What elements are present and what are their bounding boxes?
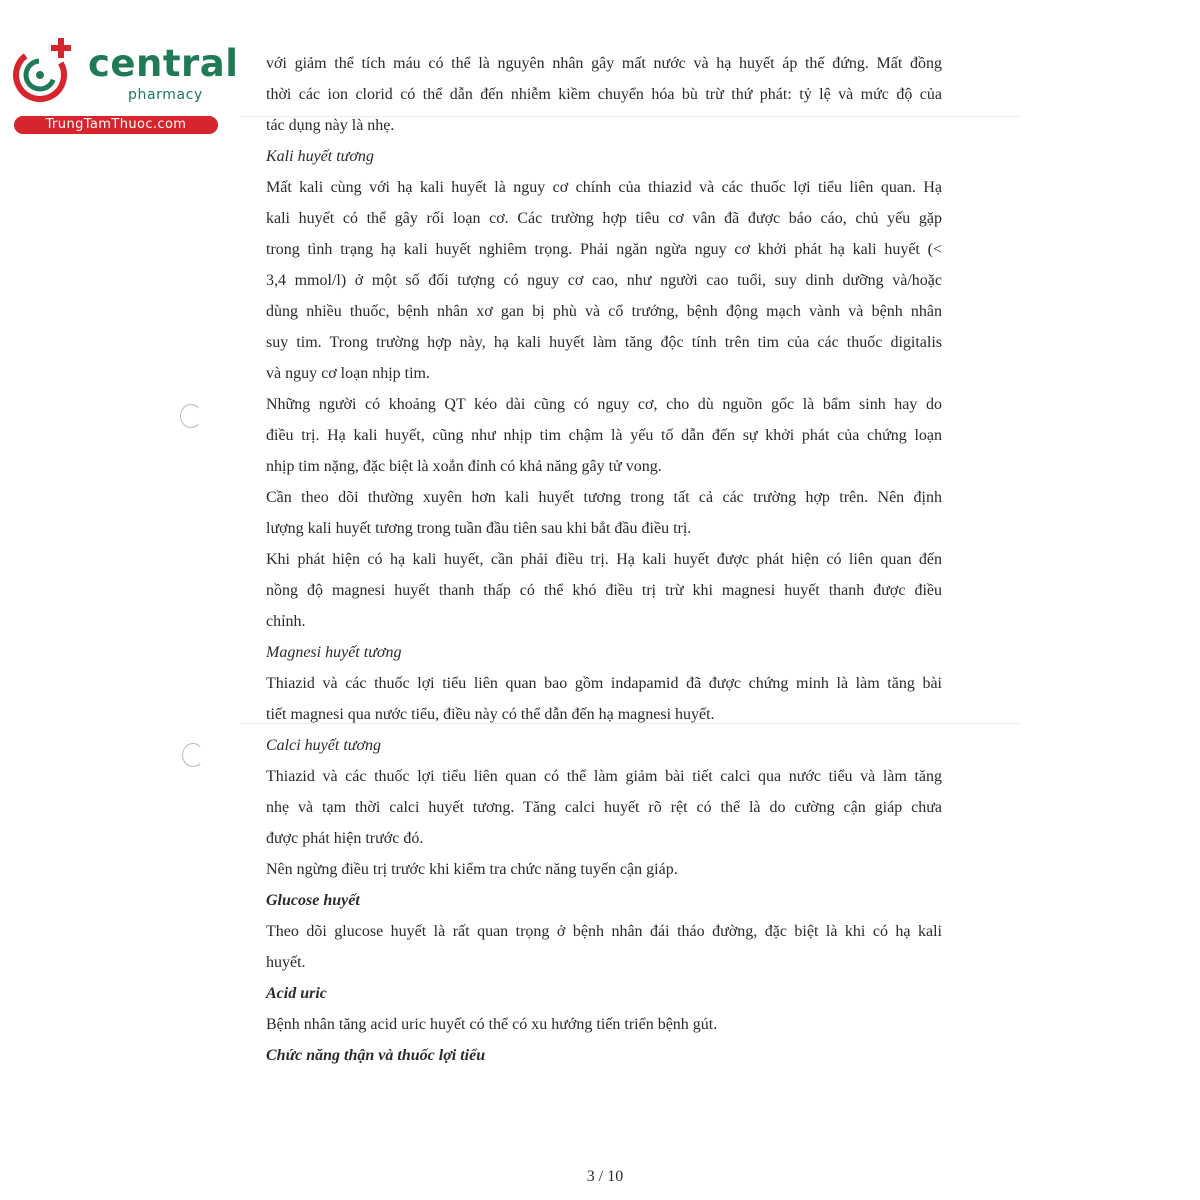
body-text-line: Mất kali cùng với hạ kali huyết là nguy cơ chính của thiazid và các thuốc lợi tiểu liên quan. Hạ: [266, 179, 942, 196]
body-text-line: trong tình trạng hạ kali huyết nghiêm trọng. Phải ngăn ngừa nguy cơ khởi phát hạ kali huyết (<: [266, 241, 942, 258]
body-text-line: Theo dõi glucose huyết là rất quan trọng ở bệnh nhân đái tháo đường, đặc biệt là khi có hạ kali: [266, 923, 942, 940]
body-text-line: Nên ngừng điều trị trước khi kiểm tra chức năng tuyến cận giáp.: [266, 861, 678, 878]
body-text-line: huyết.: [266, 954, 306, 971]
section-heading: Magnesi huyết tương: [266, 644, 402, 661]
section-heading: Calci huyết tương: [266, 737, 382, 754]
body-text-line: và nguy cơ loạn nhịp tim.: [266, 365, 430, 382]
body-text-line: Cần theo dõi thường xuyên hơn kali huyết tương trong tất cả các trường hợp trên. Nên định: [266, 489, 942, 506]
body-text-line: Bệnh nhân tăng acid uric huyết có thể có xu hướng tiến triển bệnh gút.: [266, 1016, 718, 1033]
body-text-line: chỉnh.: [266, 613, 306, 630]
body-text-line: Khi phát hiện có hạ kali huyết, cần phải điều trị. Hạ kali huyết được phát hiện có liên quan đến: [266, 551, 942, 568]
body-text-line: thời các ion clorid có thể dẫn đến nhiễm kiềm chuyển hóa bù trừ thứ phát: tỷ lệ và mức độ của: [266, 86, 942, 103]
body-text-line: nhẹ và tạm thời calci huyết tương. Tăng calci huyết rõ rệt có thể là do cường cận giáp chưa: [266, 799, 942, 816]
central-pharmacy-logo: [10, 38, 239, 136]
punch-hole-mark: [180, 404, 202, 428]
logo-website-badge: TrungTamThuoc.com: [14, 116, 218, 134]
section-heading: Chức năng thận và thuốc lợi tiểu: [266, 1047, 486, 1064]
pharmacy-logo-icon: [10, 38, 80, 108]
body-text-line: 3,4 mmol/l) ở một số đối tượng có nguy cơ cao, như người cao tuổi, suy dinh dưỡng và/hoặc: [266, 272, 942, 289]
body-text-line: tiết magnesi qua nước tiểu, điều này có thể dẫn đến hạ magnesi huyết.: [266, 706, 715, 723]
document-body: [266, 48, 942, 1071]
body-text-line: Những người có khoảng QT kéo dài cũng có nguy cơ, cho dù nguồn gốc là bẩm sinh hay do: [266, 396, 942, 413]
body-text-line: nhịp tim nặng, đặc biệt là xoắn đỉnh có khả năng gây tử vong.: [266, 458, 662, 475]
body-text-line: nồng độ magnesi huyết thanh thấp có thể khó điều trị trừ khi magnesi huyết thanh được điều: [266, 582, 942, 599]
body-text-line: điều trị. Hạ kali huyết, cũng như nhịp tim chậm là yếu tố dẫn đến sự khởi phát của chứng loạn: [266, 427, 942, 444]
body-text-line: Thiazid và các thuốc lợi tiểu liên quan có thể làm giảm bài tiết calci qua nước tiểu và làm tăng: [266, 768, 942, 785]
page-number: 3 / 10: [586, 1168, 624, 1185]
body-text-line: được phát hiện trước đó.: [266, 830, 424, 847]
body-text-line: dùng nhiều thuốc, bệnh nhân xơ gan bị phù và cổ trướng, bệnh động mạch vành và bệnh nhân: [266, 303, 942, 320]
body-text-line: với giảm thể tích máu có thể là nguyên nhân gây mất nước và hạ huyết áp thế đứng. Mất đồng: [266, 55, 942, 72]
punch-hole-mark: [182, 743, 204, 767]
section-heading: Kali huyết tương: [266, 148, 374, 165]
section-heading: Acid uric: [266, 985, 327, 1002]
body-text-line: kali huyết có thể gây rối loạn cơ. Các trường hợp tiêu cơ vân đã được báo cáo, chủ yếu gặp: [266, 210, 942, 227]
body-text-line: suy tim. Trong trường hợp này, hạ kali huyết làm tăng độc tính trên tim của các thuốc digitalis: [266, 334, 942, 351]
section-heading: Glucose huyết: [266, 892, 360, 909]
body-text-line: lượng kali huyết tương trong tuần đầu tiên sau khi bắt đầu điều trị.: [266, 520, 692, 537]
logo-brand-name: central: [88, 42, 239, 85]
logo-brand-subtitle: pharmacy: [128, 87, 203, 103]
body-text-line: tác dụng này là nhẹ.: [266, 117, 395, 134]
body-text-line: Thiazid và các thuốc lợi tiểu liên quan bao gồm indapamid đã được chứng minh là làm tăng bài: [266, 675, 942, 692]
